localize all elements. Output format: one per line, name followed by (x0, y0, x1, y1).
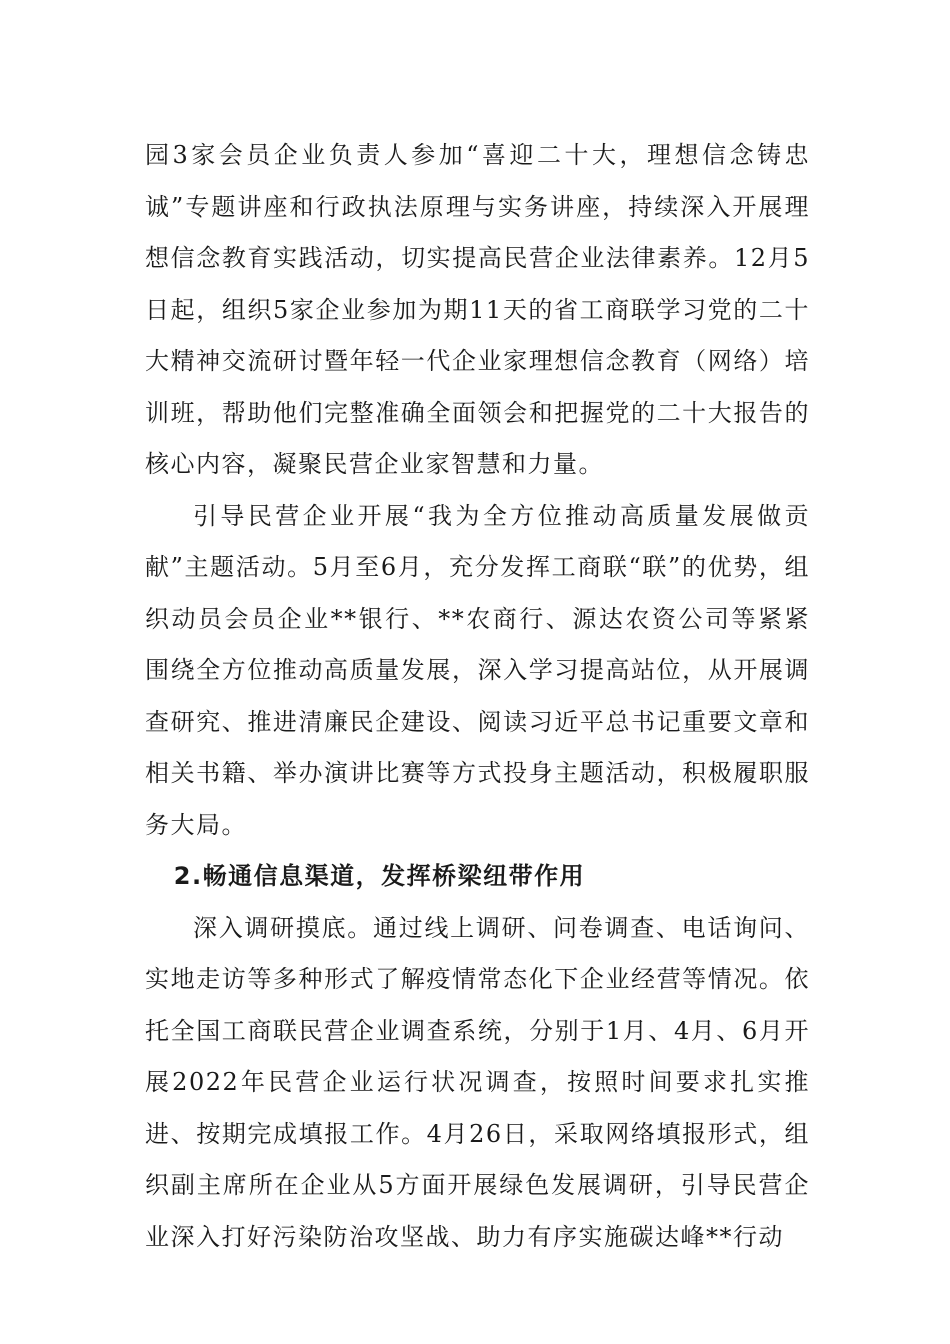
section-heading: 2.畅通信息渠道，发挥桥梁纽带作用 (173, 862, 586, 890)
document-body (145, 130, 810, 1263)
paragraph-continuation: 园3家会员企业负责人参加“喜迎二十大，理想信念铸忠诚”专题讲座和行政执法原理与实务讲座，持续深入开展理想信念教育实践活动，切实提高民营企业法律素养。12月5日起，组织5家企业参加为期11天的省工商联学习党的二十大精神交流研讨暨年轻一代企业家理想信念教育（网络）培训班，帮助他们完整准确全面领会和把握党的二十大报告的核心内容，凝聚民营企业家智慧和力量。 (145, 141, 810, 478)
paragraph-research: 深入调研摸底。通过线上调研、问卷调查、电话询问、实地走访等多种形式了解疫情常态化下企业经营等情况。依托全国工商联民营企业调查系统，分别于1月、4月、6月开展2022年民营企业运行状况调查，按照时间要求扎实推进、按期完成填报工作。4月26日，采取网络填报形式，组织副主席所在企业从5方面开展绿色发展调研，引导民营企业深入打好污染防治攻坚战、助力有序实施碳达峰**行动 (145, 913, 810, 1251)
paragraph-theme-activity: 引导民营企业开展“我为全方位推动高质量发展做贡献”主题活动。5月至6月，充分发挥工商联“联”的优势，组织动员会员企业**银行、**农商行、源达农资公司等紧紧围绕全方位推动高质量发展，深入学习提高站位，从开展调查研究、推进清廉民企建设、阅读习近平总书记重要文章和相关书籍、举办演讲比赛等方式投身主题活动，积极履职服务大局。 (145, 501, 810, 839)
